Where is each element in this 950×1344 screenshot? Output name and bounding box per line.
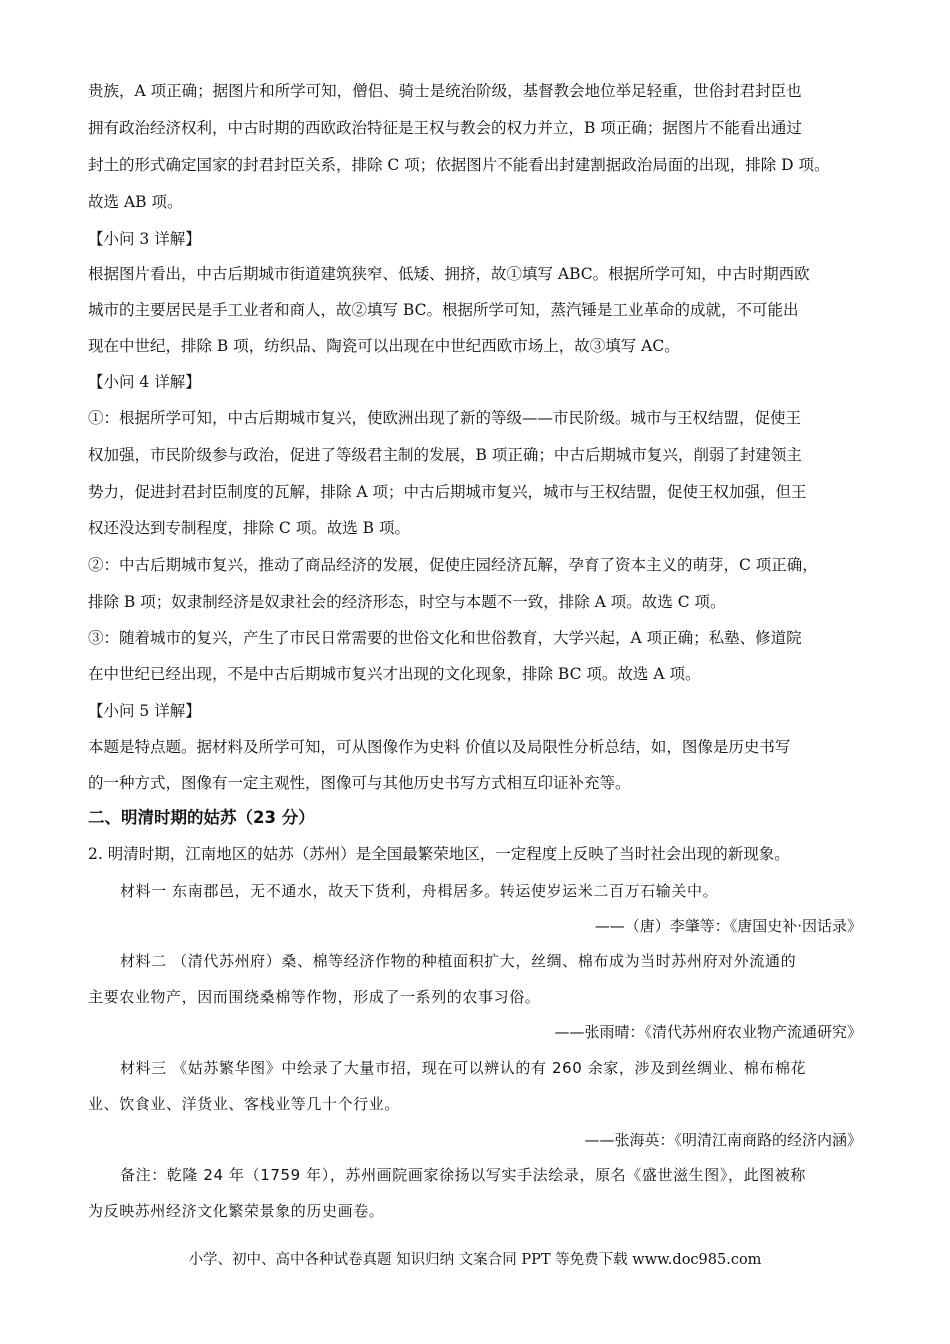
- text-line: 权加强，市民阶级参与政治，促进了等级君主制的发展，B 项正确；中古后期城市复兴，削弱了封建领主: [88, 446, 802, 464]
- note: 备注：乾隆 24 年（1759 年），苏州画院画家徐扬以写实手法绘录，原名《盛世滋生图》，此图被称: [120, 1166, 806, 1184]
- text-line: ①：根据所学可知，中古后期城市复兴，使欧洲出现了新的等级——市民阶级。城市与王权结盟，促使王: [88, 409, 802, 427]
- material-one-source: ——（唐）李肇等：《唐国史补·因话录》: [594, 917, 862, 935]
- note: 为反映苏州经济文化繁荣景象的历史画卷。: [88, 1202, 385, 1220]
- text-line: ②：中古后期城市复兴，推动了商品经济的发展，促使庄园经济瓦解，孕育了资本主义的萌芽，C 项正确，: [88, 556, 818, 574]
- text-line: ③：随着城市的复兴，产生了市民日常需要的世俗文化和世俗教育，大学兴起，A 项正确；私塾、修道院: [88, 629, 802, 647]
- text-line: 权还没达到专制程度，排除 C 项。故选 B 项。: [88, 519, 410, 537]
- page-footer: 小学、初中、高中各种试卷真题 知识归纳 文案合同 PPT 等免费下载 www.doc985.com: [188, 1252, 762, 1268]
- material-three-source: ——张海英：《明清江南商路的经济内涵》: [584, 1131, 862, 1149]
- question-stem: 2. 明清时期，江南地区的姑苏（苏州）是全国最繁荣地区，一定程度上反映了当时社会出现的新现象。: [88, 845, 790, 863]
- text-line: 拥有政治经济权利，中古时期的西欧政治特征是王权与教会的权力并立，B 项正确；据图片不能看出通过: [88, 119, 802, 137]
- text-line: 城市的主要居民是手工业者和商人，故②填写 BC。根据所学可知，蒸汽锤是工业革命的成就，不可能出: [88, 301, 799, 319]
- material-two: 主要农业物产，因而围绕桑棉等作物，形成了一系列的农事习俗。: [88, 988, 541, 1006]
- subquestion-4-header: 【小问 4 详解】: [88, 373, 201, 391]
- section-title: 二、明清时期的姑苏（23 分）: [88, 808, 315, 827]
- text-line: 根据图片看出，中古后期城市街道建筑狭窄、低矮、拥挤，故①填写 ABC。根据所学可知，中古时期西欧: [88, 265, 810, 283]
- text-line: 在中世纪已经出现，不是中古后期城市复兴才出现的文化现象，排除 BC 项。故选 A 项。: [88, 665, 701, 683]
- text-line: 本题是特点题。据材料及所学可知，可从图像作为史料 价值以及局限性分析总结，如，图像是历史书写: [88, 738, 791, 756]
- text-line: 势力，促进封君封臣制度的瓦解，排除 A 项；中古后期城市复兴，城市与王权结盟，促使王权加强，但王: [88, 483, 807, 501]
- text-line: 的一种方式，图像有一定主观性，图像可与其他历史书写方式相互印证补充等。: [88, 774, 631, 792]
- text-line: 贵族，A 项正确；据图片和所学可知，僧侣、骑士是统治阶级，基督教会地位举足轻重，世俗封君封臣也: [88, 82, 802, 100]
- material-three: 材料三 《姑苏繁华图》中绘录了大量市招，现在可以辨认的有 260 余家，涉及到丝绸业、棉布棉花: [120, 1059, 807, 1077]
- material-one: 材料一 东南郡邑，无不通水，故天下货利，舟楫居多。转运使岁运米二百万石输关中。: [120, 882, 719, 900]
- text-line: 故选 AB 项。: [88, 193, 183, 211]
- text-line: 封土的形式确定国家的封君封臣关系，排除 C 项；依据图片不能看出封建割据政治局面的出现，排除 D 项。: [88, 156, 830, 174]
- subquestion-3-header: 【小问 3 详解】: [88, 230, 201, 248]
- material-two-source: ——张雨晴：《清代苏州府农业物产流通研究》: [554, 1023, 862, 1041]
- material-three: 业、饮食业、洋货业、客栈业等几十个行业。: [88, 1095, 401, 1113]
- text-line: 现在中世纪，排除 B 项，纺织品、陶瓷可以出现在中世纪西欧市场上，故③填写 AC。: [88, 337, 680, 355]
- text-line: 排除 B 项；奴隶制经济是奴隶社会的经济形态，时空与本题不一致，排除 A 项。故选 C 项。: [88, 593, 726, 611]
- material-two: 材料二 （清代苏州府）桑、棉等经济作物的种植面积扩大，丝绸、棉布成为当时苏州府对外流通的: [120, 952, 797, 970]
- subquestion-5-header: 【小问 5 详解】: [88, 702, 201, 720]
